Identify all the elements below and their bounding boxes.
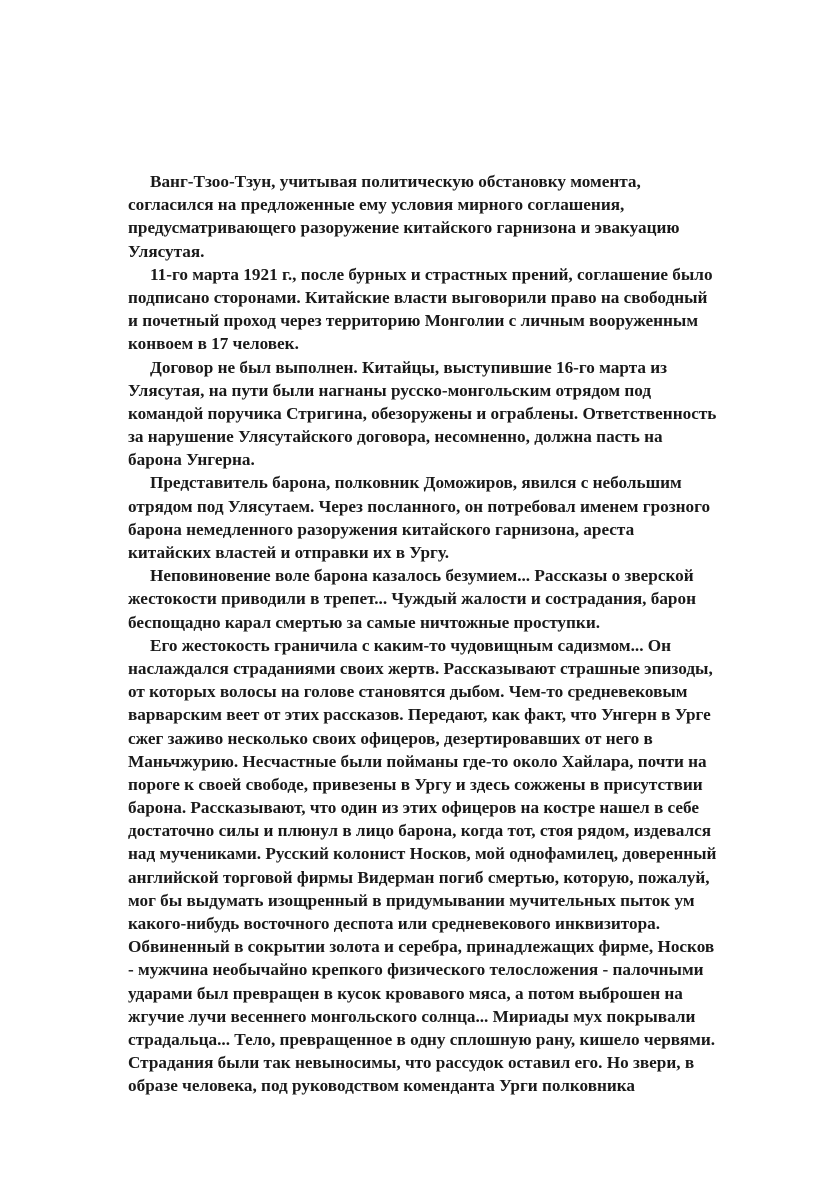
text-line: Страдания были так невыносимы, что рассудок оставил его. Но звери, в: [128, 1053, 695, 1073]
text-line: Маньчжурию. Несчастные были пойманы где-то около Хайлара, почти на: [128, 751, 707, 771]
text-line: за нарушение Улясутайского договора, несомненно, должна пасть на: [128, 427, 663, 447]
text-line: мог бы выдумать изощренный в придумывании мучительных пыток ум: [128, 890, 695, 910]
text-line: жгучие лучи весеннего монгольского солнца... Мириады мух покрывали: [128, 1006, 696, 1026]
text-line: конвоем в 17 человек.: [128, 334, 299, 354]
paragraph-first-line: Его жестокость граничила с каким-то чудовищным садизмом... Он: [150, 635, 672, 655]
text-line: Улясутая, на пути были нагнаны русско-монгольским отрядом под: [128, 380, 652, 400]
text-line: подписано сторонами. Китайские власти выговорили право на свободный: [128, 287, 708, 307]
text-line: сжег заживо несколько своих офицеров, дезертировавших от него в: [128, 728, 653, 748]
paragraph-first-line: Ванг-Тзоо-Тзун, учитывая политическую обстановку момента,: [150, 172, 641, 191]
text-line: ударами был превращен в кусок кровавого мяса, а потом выброшен на: [128, 983, 683, 1003]
text-line: над мучениками. Русский колонист Носков, мой однофамилец, доверенный: [128, 844, 717, 864]
text-line: английской торговой фирмы Видерман погиб смертью, которую, пожалуй,: [128, 867, 710, 887]
text-line: Обвиненный в сокрытии золота и серебра, принадлежащих фирме, Носков: [128, 937, 715, 957]
text-line: от которых волосы на голове становятся дыбом. Чем-то средневековым: [128, 682, 688, 702]
text-line: барона немедленного разоружения китайского гарнизона, ареста: [128, 519, 635, 539]
text-line: пороге к своей свободе, привезены в Ургу и здесь сожжены в присутствии: [128, 774, 703, 794]
text-line: барона Унгерна.: [128, 450, 255, 470]
text-line: отрядом под Улясутаем. Через посланного, он потребовал именем грозного: [128, 496, 711, 516]
paragraph-first-line: Неповиновение воле барона казалось безумием... Рассказы о зверской: [150, 566, 694, 586]
text-line: страдальца... Тело, превращенное в одну сплошную рану, кишело червями.: [128, 1029, 716, 1049]
text-line: достаточно силы и плюнул в лицо барона, когда тот, стоя рядом, издевался: [128, 821, 712, 841]
text-line: беспощадно карал смертью за самые ничтожные проступки.: [128, 612, 601, 632]
paragraph-first-line: Представитель барона, полковник Доможиров, явился с небольшим: [150, 473, 682, 493]
text-line: предусматривающего разоружение китайского гарнизона и эвакуацию: [128, 218, 680, 238]
text-line: и почетный проход через территорию Монголии с личным вооруженным: [128, 311, 699, 331]
paragraph-first-line: Договор не был выполнен. Китайцы, выступившие 16-го марта из: [150, 357, 668, 377]
text-line: - мужчина необычайно крепкого физического телосложения - палочными: [128, 960, 704, 980]
text-line: китайских властей и отправки их в Ургу.: [128, 543, 450, 562]
text-line: какого-нибудь восточного деспота или средневекового инквизитора.: [128, 914, 661, 933]
text-line: барона. Рассказывают, что один из этих офицеров на костре нашел в себе: [128, 798, 700, 818]
paragraph-first-line: 11-го марта 1921 г., после бурных и страстных прений, соглашение было: [150, 264, 713, 284]
text-line: образе человека, под руководством коменданта Урги полковника: [128, 1076, 636, 1096]
text-line: Улясутая.: [128, 241, 205, 261]
text-line: командой поручика Стригина, обезоружены и ограблены. Ответственность: [128, 403, 717, 423]
body-text: [128, 170, 768, 1098]
text-line: жестокости приводили в трепет... Чуждый жалости и сострадания, барон: [128, 589, 696, 609]
text-line: согласился на предложенные ему условия мирного соглашения,: [128, 195, 625, 215]
text-line: варварским веет от этих рассказов. Передают, как факт, что Унгерн в Урге: [128, 705, 711, 725]
text-line: наслаждался страданиями своих жертв. Рассказывают страшные эпизоды,: [128, 658, 713, 678]
